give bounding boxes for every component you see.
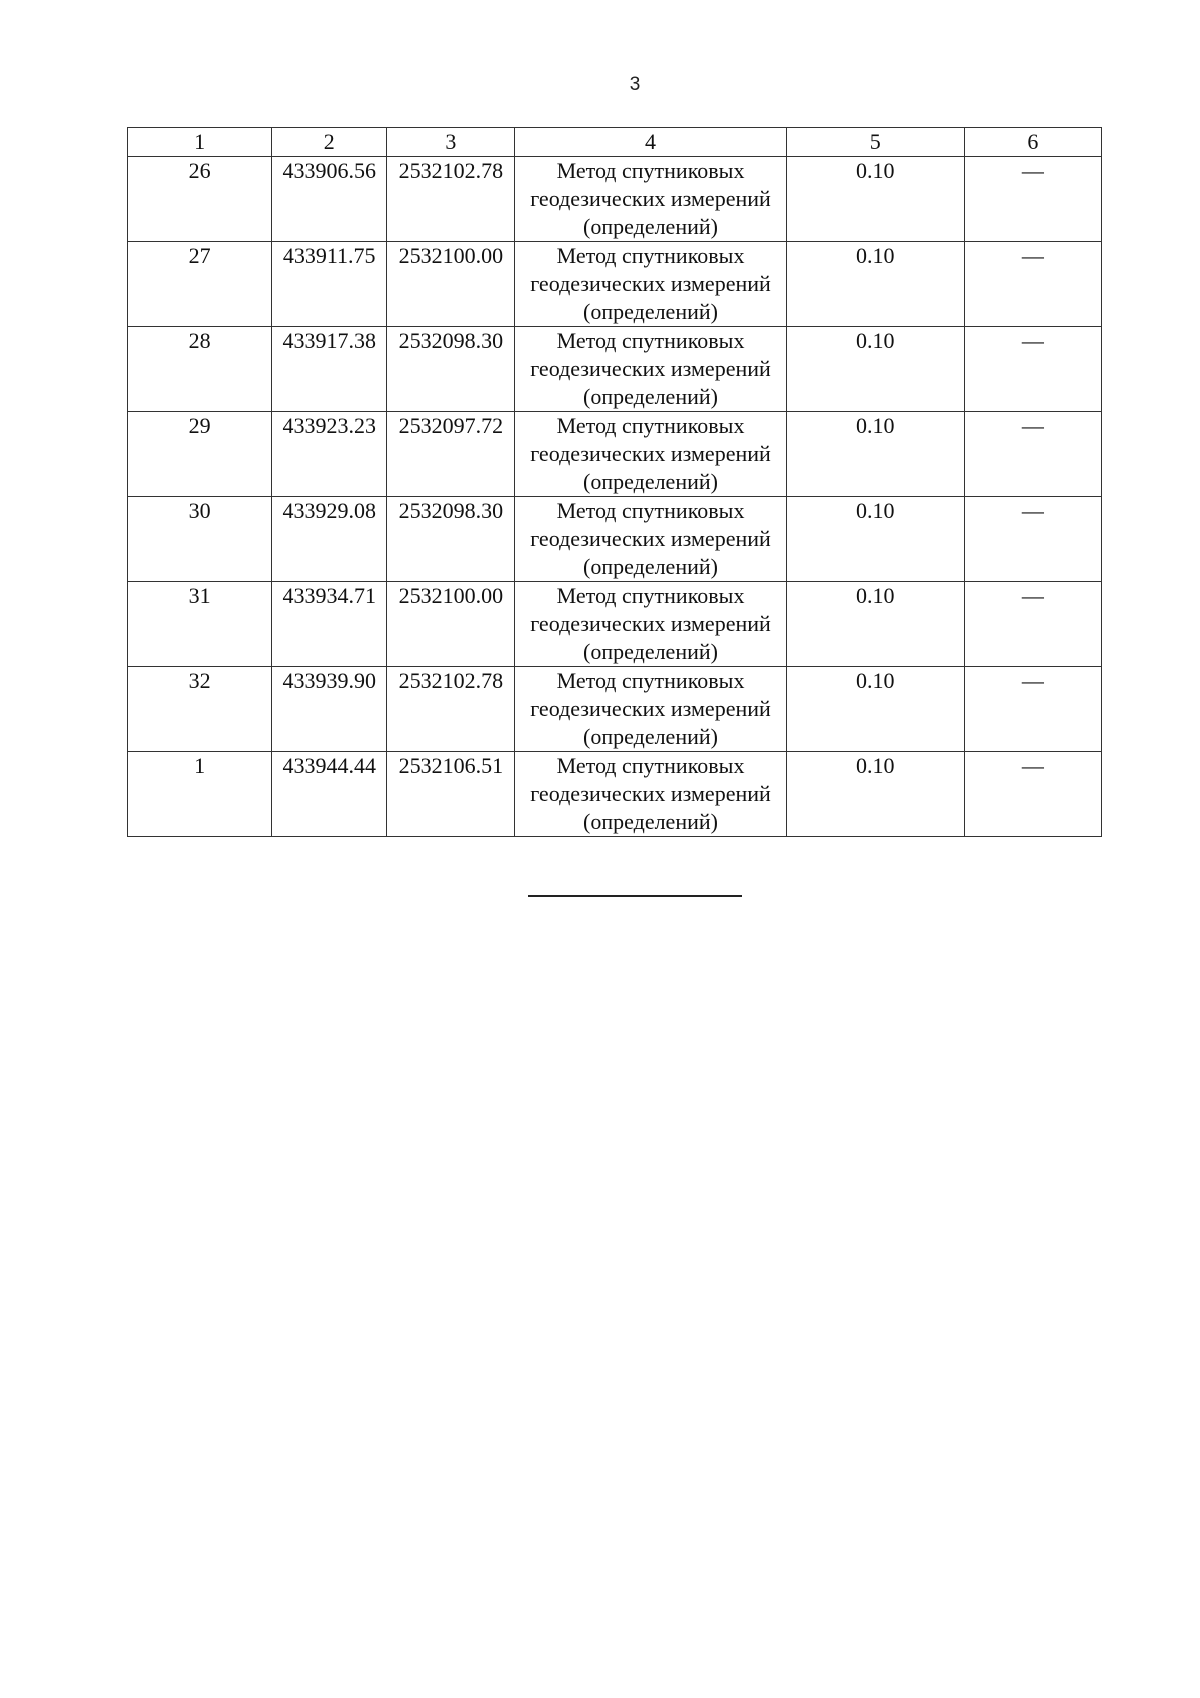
end-separator-line xyxy=(528,895,742,897)
point-number-cell: 1 xyxy=(128,752,272,837)
table-row xyxy=(128,752,1102,837)
method-text-line: Метод спутниковых xyxy=(556,243,745,268)
table-row xyxy=(128,582,1102,667)
x-coordinate-cell: 433906.56 xyxy=(272,157,387,242)
method-text-line: геодезических измерений xyxy=(530,186,771,211)
point-number-cell: 27 xyxy=(128,242,272,327)
method-text-line: геодезических измерений xyxy=(530,441,771,466)
method-text-line: (определений) xyxy=(583,554,718,579)
note-cell: — xyxy=(964,242,1101,327)
y-coordinate-cell: 2532100.00 xyxy=(387,582,515,667)
note-cell: — xyxy=(964,667,1101,752)
accuracy-cell: 0.10 xyxy=(786,582,964,667)
method-cell xyxy=(515,157,786,242)
method-cell xyxy=(515,752,786,837)
method-text-line: Метод спутниковых xyxy=(556,583,745,608)
y-coordinate-cell: 2532097.72 xyxy=(387,412,515,497)
accuracy-cell: 0.10 xyxy=(786,242,964,327)
table-row xyxy=(128,497,1102,582)
method-text-line: (определений) xyxy=(583,469,718,494)
method-text-line: геодезических измерений xyxy=(530,271,771,296)
table-header-row xyxy=(128,128,1102,157)
table-row xyxy=(128,412,1102,497)
y-coordinate-cell: 2532098.30 xyxy=(387,327,515,412)
method-text-line: геодезических измерений xyxy=(530,696,771,721)
x-coordinate-cell: 433917.38 xyxy=(272,327,387,412)
note-cell: — xyxy=(964,157,1101,242)
method-text-line: геодезических измерений xyxy=(530,356,771,381)
method-text-line: Метод спутниковых xyxy=(556,498,745,523)
note-cell: — xyxy=(964,412,1101,497)
method-text-line: геодезических измерений xyxy=(530,526,771,551)
column-header: 5 xyxy=(786,128,964,157)
column-header: 2 xyxy=(272,128,387,157)
method-cell xyxy=(515,497,786,582)
method-cell xyxy=(515,242,786,327)
column-header: 1 xyxy=(128,128,272,157)
note-cell: — xyxy=(964,752,1101,837)
column-header: 6 xyxy=(964,128,1101,157)
method-text-line: Метод спутниковых xyxy=(556,158,745,183)
method-text-line: Метод спутниковых xyxy=(556,753,745,778)
method-text-line: (определений) xyxy=(583,214,718,239)
column-header: 3 xyxy=(387,128,515,157)
point-number-cell: 26 xyxy=(128,157,272,242)
point-number-cell: 31 xyxy=(128,582,272,667)
method-cell xyxy=(515,412,786,497)
accuracy-cell: 0.10 xyxy=(786,752,964,837)
x-coordinate-cell: 433929.08 xyxy=(272,497,387,582)
x-coordinate-cell: 433939.90 xyxy=(272,667,387,752)
method-cell xyxy=(515,582,786,667)
page-number: 3 xyxy=(629,74,641,95)
table-row xyxy=(128,242,1102,327)
table-row xyxy=(128,327,1102,412)
x-coordinate-cell: 433923.23 xyxy=(272,412,387,497)
y-coordinate-cell: 2532100.00 xyxy=(387,242,515,327)
accuracy-cell: 0.10 xyxy=(786,327,964,412)
y-coordinate-cell: 2532106.51 xyxy=(387,752,515,837)
point-number-cell: 28 xyxy=(128,327,272,412)
note-cell: — xyxy=(964,497,1101,582)
point-number-cell: 30 xyxy=(128,497,272,582)
point-number-cell: 32 xyxy=(128,667,272,752)
note-cell: — xyxy=(964,582,1101,667)
coordinates-table xyxy=(127,127,1102,837)
method-text-line: (определений) xyxy=(583,639,718,664)
column-header: 4 xyxy=(515,128,786,157)
x-coordinate-cell: 433944.44 xyxy=(272,752,387,837)
method-text-line: геодезических измерений xyxy=(530,611,771,636)
method-text-line: (определений) xyxy=(583,299,718,324)
accuracy-cell: 0.10 xyxy=(786,667,964,752)
accuracy-cell: 0.10 xyxy=(786,497,964,582)
x-coordinate-cell: 433911.75 xyxy=(272,242,387,327)
method-text-line: Метод спутниковых xyxy=(556,413,745,438)
y-coordinate-cell: 2532102.78 xyxy=(387,157,515,242)
method-text-line: Метод спутниковых xyxy=(556,328,745,353)
method-text-line: геодезических измерений xyxy=(530,781,771,806)
method-text-line: Метод спутниковых xyxy=(556,668,745,693)
x-coordinate-cell: 433934.71 xyxy=(272,582,387,667)
method-cell xyxy=(515,667,786,752)
table-row xyxy=(128,667,1102,752)
y-coordinate-cell: 2532102.78 xyxy=(387,667,515,752)
table-body xyxy=(128,157,1102,837)
method-text-line: (определений) xyxy=(583,384,718,409)
method-text-line: (определений) xyxy=(583,809,718,834)
accuracy-cell: 0.10 xyxy=(786,412,964,497)
method-cell xyxy=(515,327,786,412)
accuracy-cell: 0.10 xyxy=(786,157,964,242)
note-cell: — xyxy=(964,327,1101,412)
table-row xyxy=(128,157,1102,242)
method-text-line: (определений) xyxy=(583,724,718,749)
y-coordinate-cell: 2532098.30 xyxy=(387,497,515,582)
point-number-cell: 29 xyxy=(128,412,272,497)
